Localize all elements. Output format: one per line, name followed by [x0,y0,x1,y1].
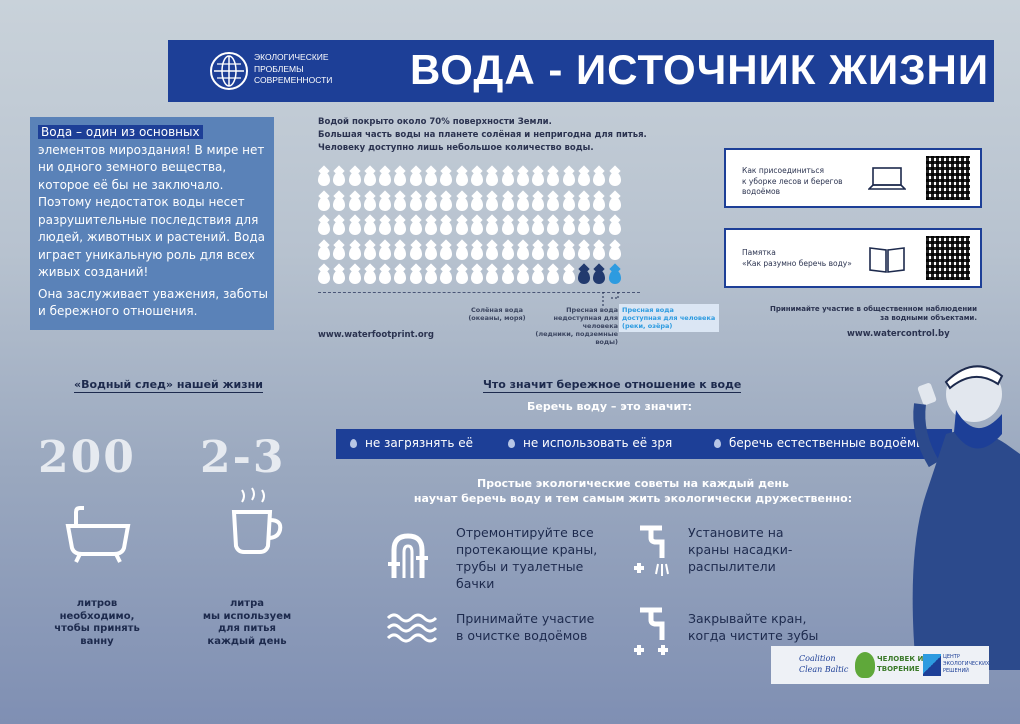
water-drop-icon [563,172,575,186]
leaf-icon [855,652,875,678]
water-drop-icon [349,172,361,186]
drop-icon [350,439,357,448]
water-drop-icon [425,197,437,211]
water-drop-icon [502,172,514,186]
civic-line2: за водными объектами. [880,314,977,322]
water-drop-icon [593,221,605,235]
water-drop-icon [517,172,529,186]
water-drop-icon [486,172,498,186]
logo3-c: РЕШЕНИЙ [943,668,969,674]
water-drop-icon [547,197,559,211]
water-drop-icon [379,197,391,211]
care-item-1-label: не загрязнять её [365,436,474,450]
drop-row [318,266,638,291]
care-item-2-label: не использовать её зря [523,436,673,450]
stat-200: 200 [38,432,136,483]
page-title: ВОДА - ИСТОЧНИК ЖИЗНИ [410,46,990,93]
water-drop-icon [593,270,605,284]
water-drop-icon [410,221,422,235]
drop-icon [508,439,515,448]
fact-line-1: Водой покрыто около 70% поверхности Земли. [318,117,552,127]
cap1-l1: литров [76,598,118,609]
faucet-sprayer-icon [628,524,676,584]
tips-title-2: научат беречь воду и тем самым жить экологически дружественно: [413,492,853,505]
water-drop-icon [563,270,575,284]
water-drop-icon [440,197,452,211]
tip2-l1: Установите на [688,525,784,540]
water-drop-icon [502,270,514,284]
partner-logos [771,646,989,684]
water-drop-icon [333,221,345,235]
drop-row [318,168,638,193]
stat-200-caption [52,598,142,648]
water-drop-icon [502,221,514,235]
drop-row [318,242,638,267]
center-eco-solutions-logo [943,654,989,675]
tip-cleanup [456,610,594,644]
water-drop-icon [532,197,544,211]
tip1-l1: Отремонтируйте все [456,525,594,540]
tip2-l3: распылители [688,559,776,574]
intro-highlight: Вода – один из основных [38,125,203,139]
water-drop-icon [349,246,361,260]
water-drop-icon [410,246,422,260]
waves-icon [386,612,442,646]
water-drop-icon [517,270,529,284]
care-item-3-label: беречь естественные водоёмы [729,436,926,450]
water-drop-icon [318,221,330,235]
water-drop-icon [364,197,376,211]
care-subtitle: Беречь воду – это значит: [527,400,692,413]
water-drop-icon [349,221,361,235]
fresh-unavailable-label [518,306,618,346]
cap2-l4: каждый день [207,635,287,647]
watercontrol-link[interactable]: www.watercontrol.by [847,329,950,339]
water-drop-icon [394,270,406,284]
pipes-icon [386,528,442,584]
water-drop-icon [578,246,590,260]
water-drop-icon [410,197,422,211]
water-drop-icon [486,246,498,260]
water-drop-icon [593,246,605,260]
tips-title-1: Простые экологические советы на каждый день [477,477,789,490]
salt-label-1: Солёная вода [471,306,523,314]
water-drop-icon [318,246,330,260]
water-drop-icon [547,270,559,284]
tip-repair [456,524,597,592]
waterfootprint-link[interactable]: www.waterfootprint.org [318,330,434,340]
water-drop-icon [440,246,452,260]
water-drop-icon [578,221,590,235]
fresh-unavail-1: Пресная вода [566,306,618,314]
care-item-3 [714,436,925,450]
tip1-l4: бачки [456,576,495,591]
qr-card-memo[interactable] [724,228,982,288]
water-drop-icon [517,221,529,235]
logo3-a: ЦЕНТР [943,654,960,660]
logo3-b: ЭКОЛОГИЧЕСКИХ [943,661,990,667]
water-drop-icon [456,197,468,211]
drop-icon [714,439,721,448]
cap1-l4: ванну [80,635,114,647]
water-drop-icon [349,270,361,284]
water-drop-icon [349,197,361,211]
water-drop-icon [547,172,559,186]
water-drop-icon [425,270,437,284]
tip4-l1: Закрывайте кран, [688,611,807,626]
water-drop-icon [394,221,406,235]
tip3-l1: Принимайте участие [456,611,595,626]
water-drop-icon [456,270,468,284]
care-item-2 [508,436,672,450]
water-drop-icon [532,172,544,186]
water-drop-icon [609,172,621,186]
logo1-a: Coalition [799,654,836,663]
qr1-line1: Как присоединиться [742,166,824,175]
water-drop-icon [456,172,468,186]
fresh-unavail-2: недоступная для человека [553,314,618,330]
water-drop-icon [333,197,345,211]
fact-line-2: Большая часть воды на планете солёная и непригодна для питья. [318,130,647,140]
water-drop-icon [578,197,590,211]
water-drop-icon [440,221,452,235]
water-drop-icon [379,270,391,284]
tip1-l2: протекающие краны, [456,542,598,557]
water-drop-icon [318,172,330,186]
water-drop-icon [379,172,391,186]
laptop-icon [868,166,906,192]
fact-line-3: Человеку доступно лишь небольшое количество воды. [318,143,594,153]
logo2-b: ТВОРЕНИЕ [877,665,920,673]
qr-code-icon[interactable] [926,236,970,280]
fresh-avail-1: Пресная вода [622,306,674,314]
intro-text [38,124,270,325]
qr2-line1: Памятка [742,248,776,257]
water-drop-icon [471,197,483,211]
chelovek-i-tvorenie-logo [877,654,923,674]
water-drop-icon [364,246,376,260]
cap2-l2: мы используем [202,610,292,622]
water-drop-icon [471,270,483,284]
cap1-l3: чтобы принять [54,623,140,634]
water-drop-icon [517,246,529,260]
intro-body: элементов мироздания! В мире нет ни одного земного вещества, которое её бы не заключало. Поэтому недостаток воды несет разрушительные последствия для людей, животных и растений. Вода играет уникальную роль для всех живых созданий! [38,142,265,279]
tip-sprayers [688,524,792,575]
qr-card-cleanup-text [742,166,843,198]
drop-row [318,217,638,242]
water-drop-icon [394,197,406,211]
care-title: Что значит бережное отношение к воде [483,378,742,391]
water-drop-icon [547,246,559,260]
qr1-line2: к уборке лесов и берегов [742,176,843,186]
water-drop-icon [563,246,575,260]
tip4-l2: когда чистите зубы [688,628,819,643]
water-drop-icon [379,246,391,260]
hot-cup-icon [226,486,286,558]
water-drop-icon [517,197,529,211]
water-drop-icon [333,172,345,186]
water-drop-icon [486,270,498,284]
fresh-avail-3: (реки, озёра) [622,322,673,330]
water-drop-icon [364,221,376,235]
stat-2-3-caption [190,598,304,648]
water-drop-icon [563,197,575,211]
water-facts [318,116,647,155]
water-drop-icon [425,246,437,260]
water-drop-icon [333,246,345,260]
water-drop-icon [609,197,621,211]
person-drinking-illustration [906,354,1020,670]
water-drop-icon [609,246,621,260]
drop-row [318,193,638,218]
bathtub-icon [62,506,134,566]
logo-line-1: ЭКОЛОГИЧЕСКИЕ [254,52,329,62]
tip1-l3: трубы и туалетные [456,559,584,574]
water-drop-icon [394,172,406,186]
globe-logo-icon [210,52,248,90]
water-drop-icon [578,172,590,186]
water-drop-icon [609,221,621,235]
fresh-available-label [619,304,719,332]
logo1-b: Clean Baltic [799,665,849,674]
care-item-1 [350,436,473,450]
qr1-line3: водоёмов [742,187,781,196]
book-icon [868,244,906,274]
water-drop-icon [471,172,483,186]
water-drops-grid [318,168,638,291]
water-drop-icon [471,246,483,260]
logo-text [254,52,332,87]
water-drop-icon [425,172,437,186]
civic-line1: Принимайте участие в общественном наблюдении [770,305,977,313]
cap2-l3: для питья [218,623,276,634]
qr-code-icon[interactable] [926,156,970,200]
water-drop-icon [394,246,406,260]
logo-line-3: СОВРЕМЕННОСТИ [254,75,333,85]
water-drop-icon [364,270,376,284]
tip2-l2: краны насадки- [688,542,793,557]
water-drop-icon [547,221,559,235]
boat-icon [923,654,941,676]
water-drop-icon [364,172,376,186]
logo2-a: ЧЕЛОВЕК И [877,655,924,663]
water-drop-icon [425,221,437,235]
water-drop-icon [471,221,483,235]
water-drop-icon [563,221,575,235]
water-drop-icon [578,270,590,284]
water-drop-icon [532,221,544,235]
stat-2-3: 2-3 [200,432,286,483]
water-drop-icon [532,270,544,284]
water-drop-icon [410,172,422,186]
water-drop-icon [486,197,498,211]
logo-line-2: ПРОБЛЕМЫ [254,63,304,74]
coalition-clean-baltic-logo [799,653,848,675]
footprint-title: «Водный след» нашей жизни [74,378,263,391]
water-drop-icon [456,246,468,260]
water-drop-icon [502,197,514,211]
water-drop-icon [318,197,330,211]
civic-note [770,305,977,323]
intro-closing: Она заслуживает уважения, заботы и бережного отношения. [38,286,268,318]
tip3-l2: в очистке водоёмов [456,628,588,643]
water-drop-icon [410,270,422,284]
water-drop-icon [532,246,544,260]
fresh-avail-2: доступная для человека [622,314,716,322]
tip-close-tap [688,610,818,644]
care-bar [336,429,952,459]
water-drop-icon [333,270,345,284]
water-drop-icon [593,172,605,186]
water-drop-icon [318,270,330,284]
water-drop-icon [486,221,498,235]
tips-title [372,476,894,506]
water-drop-icon [440,270,452,284]
qr-card-memo-text [742,248,852,269]
water-drop-icon [456,221,468,235]
fresh-unavail-3: (ледники, подземные воды) [535,330,618,346]
water-drop-icon [593,197,605,211]
salt-label-2: (океаны, моря) [468,314,526,322]
cap1-l2: необходимо, [59,610,135,622]
faucet-icon [628,606,676,666]
water-drop-icon [609,270,621,284]
water-drop-icon [379,221,391,235]
cap2-l1: литра [229,598,265,609]
water-drop-icon [440,172,452,186]
water-drop-icon [502,246,514,260]
qr-card-cleanup[interactable] [724,148,982,208]
qr2-line2: «Как разумно беречь воду» [742,258,852,268]
